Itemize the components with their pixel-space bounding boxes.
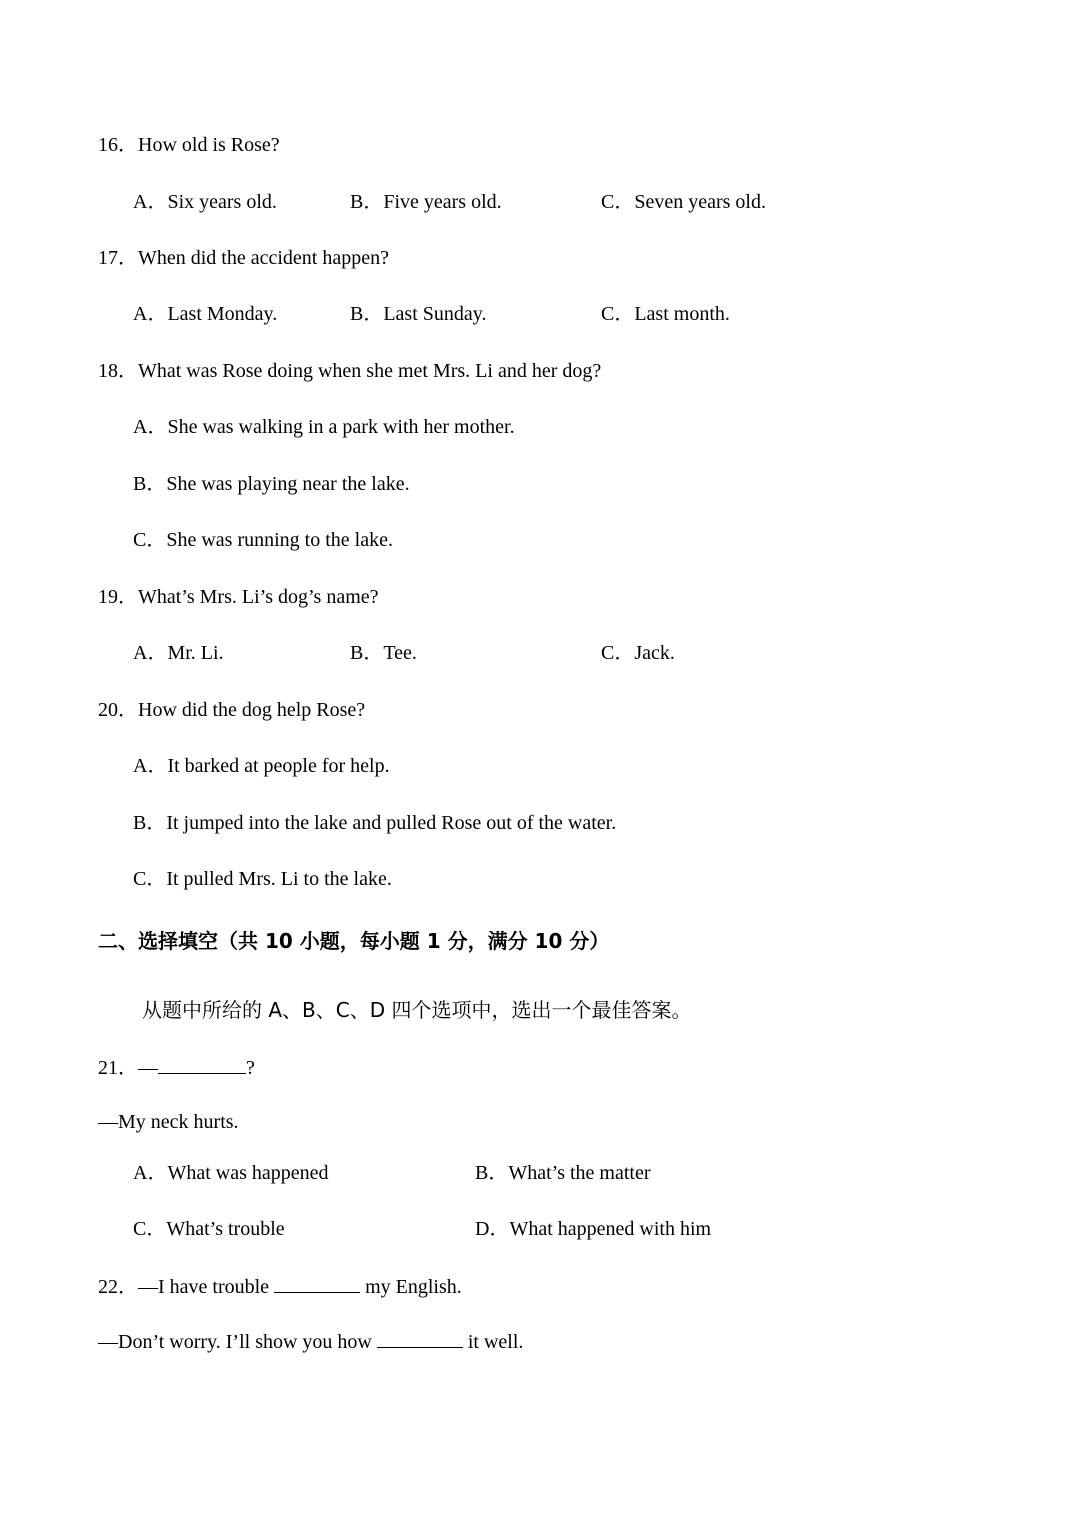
option-18-c: C．She was running to the lake. bbox=[133, 529, 393, 551]
answer-blank[interactable] bbox=[274, 1272, 360, 1293]
section-instruction: 从题中所给的 A、B、C、D 四个选项中，选出一个最佳答案。 bbox=[142, 998, 692, 1022]
option-16-a: A．Six years old. bbox=[133, 191, 277, 213]
option-21-b: B．What’s the matter bbox=[475, 1162, 651, 1184]
question-21-prefix: 21．— bbox=[98, 1057, 158, 1079]
option-17-b: B．Last Sunday. bbox=[350, 303, 487, 325]
question-22-suffix: my English. bbox=[365, 1276, 462, 1298]
option-19-a: A．Mr. Li. bbox=[133, 642, 224, 664]
question-19: 19．What’s Mrs. Li’s dog’s name? bbox=[98, 586, 379, 608]
option-19-c: C．Jack. bbox=[601, 642, 675, 664]
option-21-a: A．What was happened bbox=[133, 1162, 329, 1184]
option-20-b: B．It jumped into the lake and pulled Rose out of the water. bbox=[133, 812, 617, 834]
option-18-a: A．She was walking in a park with her mother. bbox=[133, 416, 515, 438]
question-20: 20．How did the dog help Rose? bbox=[98, 699, 366, 721]
option-21-c: C．What’s trouble bbox=[133, 1218, 285, 1240]
option-18-b: B．She was playing near the lake. bbox=[133, 473, 410, 495]
option-21-d: D．What happened with him bbox=[475, 1218, 712, 1240]
option-16-c: C．Seven years old. bbox=[601, 191, 766, 213]
question-18: 18．What was Rose doing when she met Mrs. Li and her dog? bbox=[98, 360, 602, 382]
question-22-reply bbox=[98, 1327, 523, 1356]
question-21 bbox=[98, 1053, 255, 1082]
question-16: 16．How old is Rose? bbox=[98, 134, 280, 156]
answer-blank[interactable] bbox=[377, 1327, 463, 1348]
question-22-prefix: 22．—I have trouble bbox=[98, 1276, 270, 1298]
option-17-a: A．Last Monday. bbox=[133, 303, 278, 325]
question-22-reply-suffix: it well. bbox=[467, 1331, 524, 1353]
question-22-reply-prefix: —Don’t worry. I’ll show you how bbox=[98, 1331, 372, 1353]
question-22 bbox=[98, 1272, 462, 1301]
option-17-c: C．Last month. bbox=[601, 303, 730, 325]
option-20-c: C．It pulled Mrs. Li to the lake. bbox=[133, 868, 392, 890]
option-19-b: B．Tee. bbox=[350, 642, 417, 664]
question-21-suffix: ? bbox=[246, 1057, 255, 1079]
option-20-a: A．It barked at people for help. bbox=[133, 755, 390, 777]
question-17: 17．When did the accident happen? bbox=[98, 247, 389, 269]
option-16-b: B．Five years old. bbox=[350, 191, 502, 213]
answer-blank[interactable] bbox=[158, 1053, 246, 1074]
question-21-reply: —My neck hurts. bbox=[98, 1111, 239, 1133]
section-title: 二、选择填空（共 10 小题，每小题 1 分，满分 10 分） bbox=[98, 929, 610, 953]
